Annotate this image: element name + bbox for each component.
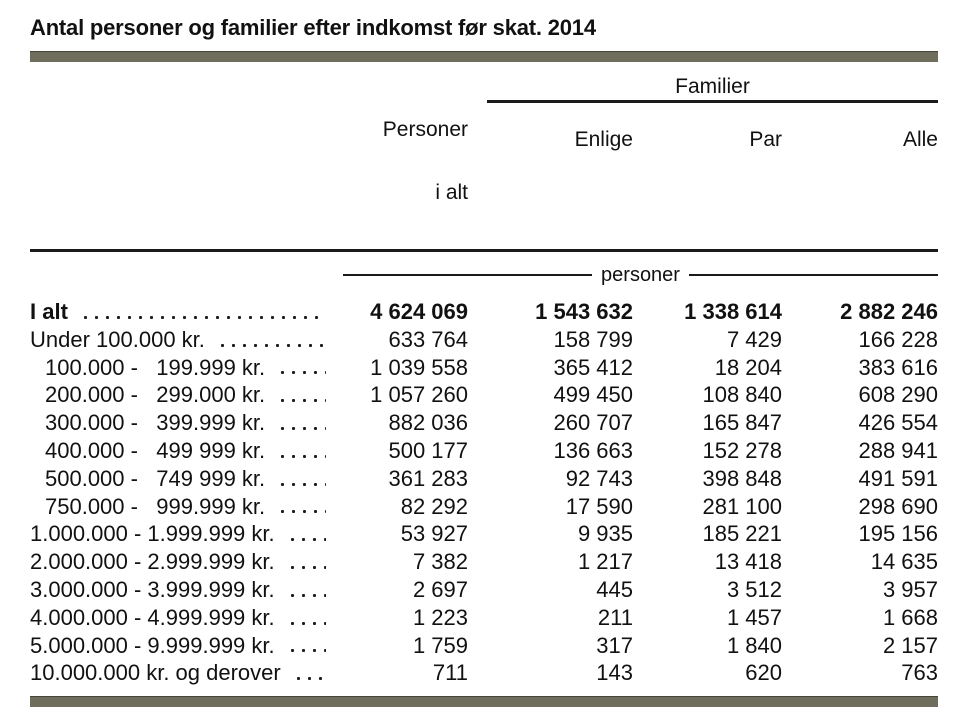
row-label-cell bbox=[30, 437, 340, 465]
value-personer-i-alt: 633 764 bbox=[388, 326, 468, 352]
row-label-cell bbox=[30, 298, 340, 326]
top-divider-bar bbox=[30, 51, 938, 62]
value-par: 398 848 bbox=[702, 465, 782, 491]
row-label-cell bbox=[30, 493, 340, 521]
table-row bbox=[30, 604, 938, 632]
dot-leader bbox=[281, 398, 326, 403]
unit-line-left bbox=[343, 274, 592, 276]
table-row bbox=[30, 298, 938, 326]
column-header-personer-line2: i alt bbox=[435, 181, 468, 204]
column-group-familier-label: Familier bbox=[487, 77, 938, 103]
value-par: 620 bbox=[745, 660, 782, 686]
column-group-familier bbox=[468, 77, 938, 245]
column-header-alle: Alle bbox=[902, 128, 938, 151]
column-header-enlige: Enlige bbox=[574, 128, 633, 151]
income-range-label: 300.000 - 399.999 kr. bbox=[45, 410, 266, 436]
value-enlige: 158 799 bbox=[553, 326, 633, 352]
value-alle: 2 882 246 bbox=[840, 299, 938, 324]
value-alle: 195 156 bbox=[858, 521, 938, 547]
value-alle: 763 bbox=[901, 660, 938, 686]
value-alle: 298 690 bbox=[858, 493, 938, 519]
value-par: 1 457 bbox=[726, 604, 782, 630]
value-enlige: 1 217 bbox=[577, 549, 633, 575]
value-par: 185 221 bbox=[702, 521, 782, 547]
value-alle: 608 290 bbox=[858, 382, 938, 408]
value-personer-i-alt: 2 697 bbox=[412, 576, 468, 602]
dot-leader bbox=[84, 315, 326, 320]
income-range-label: 5.000.000 - 9.999.999 kr. bbox=[30, 632, 275, 658]
table-header bbox=[30, 77, 938, 245]
value-par: 165 847 bbox=[702, 410, 782, 436]
row-label-cell bbox=[30, 604, 340, 632]
value-alle: 166 228 bbox=[858, 326, 938, 352]
column-header-personer-line1: Personer bbox=[382, 118, 468, 141]
value-alle: 2 157 bbox=[882, 632, 938, 658]
row-label-cell bbox=[30, 354, 340, 382]
value-par: 1 840 bbox=[726, 632, 782, 658]
table-row bbox=[30, 493, 938, 521]
row-label-cell bbox=[30, 381, 340, 409]
row-label-cell bbox=[30, 659, 340, 687]
table-row bbox=[30, 354, 938, 382]
income-range-label: 400.000 - 499 999 kr. bbox=[45, 437, 266, 463]
bottom-divider-bar bbox=[30, 696, 938, 707]
value-enlige: 499 450 bbox=[553, 382, 633, 408]
income-range-label: 10.000.000 kr. og derover bbox=[30, 660, 281, 686]
value-personer-i-alt: 711 bbox=[432, 660, 468, 686]
dot-leader bbox=[291, 537, 326, 542]
value-enlige: 92 743 bbox=[565, 465, 633, 491]
value-par: 281 100 bbox=[702, 493, 782, 519]
dot-leader bbox=[221, 343, 326, 348]
unit-row-spacer bbox=[30, 265, 343, 285]
value-par: 1 338 614 bbox=[684, 299, 782, 324]
income-range-label: 200.000 - 299.000 kr. bbox=[45, 382, 266, 408]
income-range-label: I alt bbox=[30, 299, 68, 324]
value-personer-i-alt: 1 223 bbox=[412, 604, 468, 630]
unit-line bbox=[343, 265, 938, 285]
row-label-cell bbox=[30, 465, 340, 493]
column-header-par: Par bbox=[749, 128, 782, 151]
dot-leader bbox=[281, 426, 326, 431]
value-enlige: 445 bbox=[596, 576, 633, 602]
page-title: Antal personer og familier efter indkomst før skat. 2014 bbox=[30, 15, 596, 40]
income-range-label: 100.000 - 199.999 kr. bbox=[45, 354, 266, 380]
value-enlige: 365 412 bbox=[553, 354, 633, 380]
income-range-label: 2.000.000 - 2.999.999 kr. bbox=[30, 549, 275, 575]
row-label-cell bbox=[30, 548, 340, 576]
table-row bbox=[30, 576, 938, 604]
value-alle: 426 554 bbox=[858, 410, 938, 436]
value-alle: 288 941 bbox=[858, 437, 938, 463]
income-range-label: 500.000 - 749 999 kr. bbox=[45, 465, 266, 491]
income-range-label: Under 100.000 kr. bbox=[30, 326, 205, 352]
value-enlige: 317 bbox=[596, 632, 633, 658]
row-label-cell bbox=[30, 409, 340, 437]
unit-line-right bbox=[689, 274, 938, 276]
column-header-personer-i-alt bbox=[340, 77, 468, 245]
value-alle: 383 616 bbox=[858, 354, 938, 380]
income-range-label: 4.000.000 - 4.999.999 kr. bbox=[30, 604, 275, 630]
dot-leader bbox=[297, 676, 326, 681]
unit-label: personer bbox=[601, 264, 680, 286]
value-personer-i-alt: 361 283 bbox=[388, 465, 468, 491]
dot-leader bbox=[291, 621, 326, 626]
table-row bbox=[30, 548, 938, 576]
value-alle: 491 591 bbox=[858, 465, 938, 491]
income-range-label: 750.000 - 999.999 kr. bbox=[45, 493, 266, 519]
dot-leader bbox=[281, 509, 326, 514]
value-personer-i-alt: 4 624 069 bbox=[370, 299, 468, 324]
table-row bbox=[30, 437, 938, 465]
table-body bbox=[30, 298, 938, 687]
row-label-cell bbox=[30, 632, 340, 660]
value-personer-i-alt: 882 036 bbox=[388, 410, 468, 436]
dot-leader bbox=[281, 482, 326, 487]
dot-leader bbox=[291, 565, 326, 570]
table-row bbox=[30, 632, 938, 660]
value-personer-i-alt: 1 057 260 bbox=[370, 382, 468, 408]
table-row bbox=[30, 326, 938, 354]
value-enlige: 143 bbox=[596, 660, 633, 686]
dot-leader bbox=[281, 454, 326, 459]
value-alle: 1 668 bbox=[882, 604, 938, 630]
table-row bbox=[30, 659, 938, 687]
value-enlige: 17 590 bbox=[565, 493, 633, 519]
row-label-cell bbox=[30, 576, 340, 604]
value-enlige: 260 707 bbox=[553, 410, 633, 436]
table-row bbox=[30, 465, 938, 493]
value-personer-i-alt: 7 382 bbox=[412, 549, 468, 575]
value-personer-i-alt: 1 039 558 bbox=[370, 354, 468, 380]
dot-leader bbox=[291, 648, 326, 653]
value-par: 3 512 bbox=[726, 576, 782, 602]
income-range-label: 3.000.000 - 3.999.999 kr. bbox=[30, 576, 275, 602]
value-alle: 14 635 bbox=[870, 549, 938, 575]
header-label-spacer bbox=[30, 77, 340, 245]
value-personer-i-alt: 53 927 bbox=[400, 521, 468, 547]
value-par: 18 204 bbox=[714, 354, 782, 380]
row-label-cell bbox=[30, 326, 340, 354]
table-row bbox=[30, 381, 938, 409]
value-par: 13 418 bbox=[714, 549, 782, 575]
table-row bbox=[30, 520, 938, 548]
unit-row bbox=[30, 265, 938, 285]
dot-leader bbox=[291, 593, 326, 598]
value-par: 108 840 bbox=[702, 382, 782, 408]
value-personer-i-alt: 1 759 bbox=[412, 632, 468, 658]
value-personer-i-alt: 82 292 bbox=[400, 493, 468, 519]
value-par: 152 278 bbox=[702, 437, 782, 463]
row-label-cell bbox=[30, 520, 340, 548]
value-enlige: 211 bbox=[597, 604, 633, 630]
value-enlige: 136 663 bbox=[553, 437, 633, 463]
header-divider-line bbox=[30, 249, 938, 252]
value-par: 7 429 bbox=[726, 326, 782, 352]
value-alle: 3 957 bbox=[882, 576, 938, 602]
sub-header-row bbox=[468, 103, 938, 150]
value-enlige: 9 935 bbox=[577, 521, 633, 547]
dot-leader bbox=[281, 370, 326, 375]
table-row bbox=[30, 409, 938, 437]
income-range-label: 1.000.000 - 1.999.999 kr. bbox=[30, 521, 275, 547]
value-personer-i-alt: 500 177 bbox=[388, 437, 468, 463]
value-enlige: 1 543 632 bbox=[535, 299, 633, 324]
